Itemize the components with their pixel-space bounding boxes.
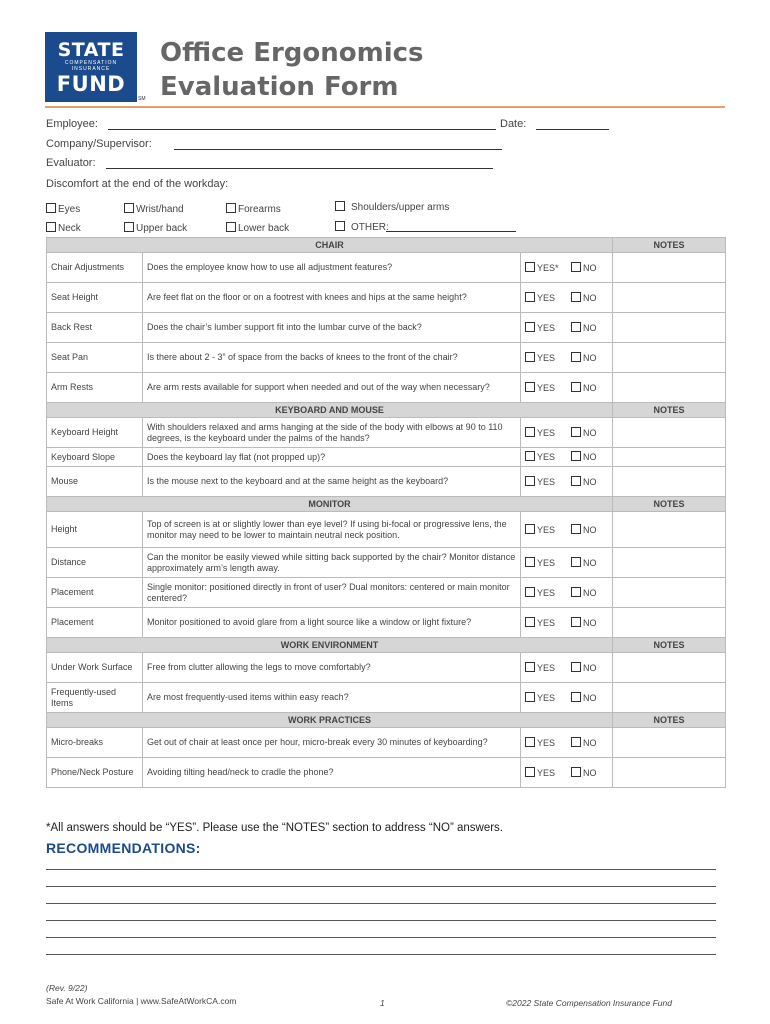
row-question: Does the employee know how to use all adjustment features? [143,253,521,283]
answer-cell [521,313,613,343]
answer-cell [521,548,613,578]
row-question: Are arm rests available for support when needed and out of the way when necessary? [143,373,521,403]
yes-option[interactable]: YES* [525,262,571,274]
yes-option[interactable]: YES [525,662,571,674]
answer-cell [521,683,613,713]
notes-header: NOTES [613,713,726,728]
checkbox[interactable] [226,222,236,232]
notes-cell[interactable] [613,512,726,548]
no-option[interactable]: NO [571,558,597,568]
yes-option[interactable]: YES [525,427,571,439]
row-question: Top of screen is at or slightly lower than eye level? If using bi-focal or progressive lens, the monitor may need to be lower to maintain neutral neck position. [143,512,521,548]
recommendation-line[interactable] [46,886,716,887]
row-label: Chair Adjustments [47,253,143,283]
row-question: Avoiding tilting head/neck to cradle the phone? [143,758,521,788]
discomfort-lower-back[interactable]: Lower back [226,222,289,234]
checkbox[interactable] [124,222,134,232]
notes-header: NOTES [613,403,726,418]
table-row [47,728,726,758]
notes-cell[interactable] [613,608,726,638]
table-row [47,253,726,283]
checkbox[interactable] [571,382,581,392]
row-label: Height [47,512,143,548]
notes-cell[interactable] [613,728,726,758]
yes-option[interactable]: YES [525,557,571,569]
recommendation-line[interactable] [46,920,716,921]
section-header [47,403,726,418]
checkbox[interactable] [571,587,581,597]
row-question: Is the mouse next to the keyboard and at the same height as the keyboard? [143,467,521,497]
answer-cell [521,253,613,283]
table-row [47,418,726,448]
employee-field[interactable] [108,129,496,130]
notes-cell[interactable] [613,343,726,373]
notes-cell[interactable] [613,448,726,467]
notes-header: NOTES [613,238,726,253]
checkbox[interactable] [571,451,581,461]
section-title: WORK ENVIRONMENT [47,638,613,653]
answer-cell [521,467,613,497]
answer-cell [521,728,613,758]
revision: (Rev. 9/22) [46,983,88,993]
section-header [47,497,726,512]
notes-cell[interactable] [613,283,726,313]
checkbox[interactable] [571,476,581,486]
checkbox[interactable] [525,322,535,332]
checkbox[interactable] [525,382,535,392]
checkbox[interactable] [525,292,535,302]
recommendation-line[interactable] [46,954,716,955]
notes-cell[interactable] [613,653,726,683]
no-option[interactable]: NO [571,618,597,628]
section-title: KEYBOARD AND MOUSE [47,403,613,418]
row-label: Placement [47,578,143,608]
row-label: Phone/Neck Posture [47,758,143,788]
checkbox[interactable] [525,587,535,597]
no-option[interactable]: NO [571,525,597,535]
row-label: Seat Height [47,283,143,313]
section-header [47,638,726,653]
table-row [47,343,726,373]
row-question: Does the keyboard lay flat (not propped up)? [143,448,521,467]
checkbox[interactable] [525,352,535,362]
checkbox[interactable] [571,617,581,627]
discomfort-wrist[interactable]: Wrist/hand [124,203,184,215]
yes-option[interactable]: YES [525,476,571,488]
row-question: Free from clutter allowing the legs to move comfortably? [143,653,521,683]
date-label: Date: [500,118,527,130]
checkbox[interactable] [571,692,581,702]
no-option[interactable]: NO [571,768,597,778]
discomfort-eyes[interactable]: Eyes [46,203,80,215]
checkbox[interactable] [525,692,535,702]
checkbox[interactable] [335,221,345,231]
answer-cell [521,653,613,683]
checkbox[interactable] [571,322,581,332]
recommendations-heading: RECOMMENDATIONS: [46,840,201,856]
yes-option[interactable]: YES [525,692,571,704]
row-label: Distance [47,548,143,578]
recommendation-line[interactable] [46,937,716,938]
row-question: With shoulders relaxed and arms hanging at the side of the body with elbows at 90 to 110 degrees, is the keyboard under the palms of the hands? [143,418,521,448]
row-label: Arm Rests [47,373,143,403]
yes-option[interactable]: YES [525,322,571,334]
no-option[interactable]: NO [571,452,597,462]
yes-option[interactable]: YES [525,767,571,779]
checkbox[interactable] [525,451,535,461]
notes-cell[interactable] [613,253,726,283]
discomfort-shoulders[interactable]: Shoulders/upper arms [335,201,449,213]
page-number: 1 [380,998,385,1008]
evaluation-table [46,237,726,788]
row-label: Seat Pan [47,343,143,373]
checkbox[interactable] [226,203,236,213]
table-row [47,578,726,608]
service-mark: SM [138,96,146,102]
company-label: Company/Supervisor: [46,138,152,150]
answer-cell [521,608,613,638]
row-question: Can the monitor be easily viewed while sitting back supported by the chair? Monitor distance approximately arm’s length away. [143,548,521,578]
yes-option[interactable]: YES [525,617,571,629]
discomfort-label: Discomfort at the end of the workday: [46,178,229,190]
table-row [47,548,726,578]
notes-cell[interactable] [613,758,726,788]
row-question: Get out of chair at least once per hour, micro-break every 30 minutes of keyboarding? [143,728,521,758]
checkbox[interactable] [525,262,535,272]
row-label: Micro-breaks [47,728,143,758]
notes-header: NOTES [613,638,726,653]
company-field[interactable] [174,149,502,150]
notes-header: NOTES [613,497,726,512]
no-option[interactable]: NO [571,693,597,703]
row-label: Under Work Surface [47,653,143,683]
no-option[interactable]: NO [571,477,597,487]
table-row [47,467,726,497]
answer-cell [521,283,613,313]
checkbox[interactable] [571,352,581,362]
checkbox[interactable] [525,524,535,534]
checkbox[interactable] [525,427,535,437]
checkbox[interactable] [571,767,581,777]
no-option[interactable]: NO [571,738,597,748]
table-row [47,373,726,403]
checkbox[interactable] [571,262,581,272]
discomfort-forearms[interactable]: Forearms [226,203,281,215]
answer-cell [521,343,613,373]
footer-site: Safe At Work California | www.SafeAtWorkCA.com [46,996,237,1006]
discomfort-neck[interactable]: Neck [46,222,81,234]
discomfort-other[interactable]: OTHER: [335,221,389,233]
yes-option[interactable]: YES [525,524,571,536]
table-row [47,608,726,638]
no-option[interactable]: NO [571,588,597,598]
checkbox[interactable] [571,427,581,437]
row-label: Mouse [47,467,143,497]
no-option[interactable]: NO [571,293,597,303]
checkbox[interactable] [525,557,535,567]
checkbox[interactable] [571,557,581,567]
row-question: Monitor positioned to avoid glare from a light source like a window or light fixture? [143,608,521,638]
row-label: Keyboard Slope [47,448,143,467]
answer-cell [521,512,613,548]
checkbox[interactable] [525,476,535,486]
evaluator-field[interactable] [106,168,493,169]
row-question: Does the chair’s lumber support fit into the lumbar curve of the back? [143,313,521,343]
notes-cell[interactable] [613,578,726,608]
row-label: Keyboard Height [47,418,143,448]
header-divider [45,106,725,108]
table-row [47,313,726,343]
notes-cell[interactable] [613,683,726,713]
footnote: *All answers should be “YES”. Please use the “NOTES” section to address “NO” answers. [46,822,503,834]
no-option[interactable]: NO [571,263,597,273]
checkbox[interactable] [571,737,581,747]
table-row [47,283,726,313]
checkbox[interactable] [525,662,535,672]
discomfort-upper-back[interactable]: Upper back [124,222,187,234]
table-row [47,683,726,713]
answer-cell [521,373,613,403]
table-row [47,448,726,467]
checkbox[interactable] [525,617,535,627]
state-fund-logo: STATE COMPENSATION INSURANCE FUND [45,32,137,102]
checkbox[interactable] [124,203,134,213]
answer-cell [521,578,613,608]
checkbox[interactable] [571,662,581,672]
section-header [47,238,726,253]
date-field[interactable] [536,129,609,130]
answer-cell [521,418,613,448]
yes-option[interactable]: YES [525,451,571,463]
no-option[interactable]: NO [571,353,597,363]
checkbox[interactable] [525,737,535,747]
table-row [47,653,726,683]
recommendation-line[interactable] [46,903,716,904]
no-option[interactable]: NO [571,428,597,438]
checkbox[interactable] [525,767,535,777]
table-row [47,758,726,788]
form-title: Office Ergonomics Evaluation Form [160,38,424,102]
yes-option[interactable]: YES [525,352,571,364]
no-option[interactable]: NO [571,663,597,673]
recommendation-line[interactable] [46,869,716,870]
checkbox[interactable] [335,201,345,211]
employee-label: Employee: [46,118,98,130]
section-header [47,713,726,728]
notes-cell[interactable] [613,313,726,343]
notes-cell[interactable] [613,373,726,403]
yes-option[interactable]: YES [525,382,571,394]
yes-option[interactable]: YES [525,737,571,749]
no-option[interactable]: NO [571,383,597,393]
notes-cell[interactable] [613,548,726,578]
section-title: MONITOR [47,497,613,512]
notes-cell[interactable] [613,467,726,497]
other-field[interactable] [386,231,516,232]
no-option[interactable]: NO [571,323,597,333]
row-label: Frequently-used Items [47,683,143,713]
yes-option[interactable]: YES [525,292,571,304]
row-question: Are most frequently-used items within easy reach? [143,683,521,713]
row-question: Single monitor: positioned directly in front of user? Dual monitors: centered or main monitor centered? [143,578,521,608]
yes-option[interactable]: YES [525,587,571,599]
evaluator-label: Evaluator: [46,157,96,169]
row-label: Placement [47,608,143,638]
row-label: Back Rest [47,313,143,343]
section-title: WORK PRACTICES [47,713,613,728]
copyright: ©2022 State Compensation Insurance Fund [506,998,672,1008]
table-row [47,512,726,548]
section-title: CHAIR [47,238,613,253]
notes-cell[interactable] [613,418,726,448]
checkbox[interactable] [46,222,56,232]
checkbox[interactable] [571,292,581,302]
row-question: Are feet flat on the floor or on a footrest with knees and hips at the same height? [143,283,521,313]
answer-cell [521,448,613,467]
row-question: Is there about 2 - 3” of space from the backs of knees to the front of the chair? [143,343,521,373]
checkbox[interactable] [46,203,56,213]
checkbox[interactable] [571,524,581,534]
answer-cell [521,758,613,788]
